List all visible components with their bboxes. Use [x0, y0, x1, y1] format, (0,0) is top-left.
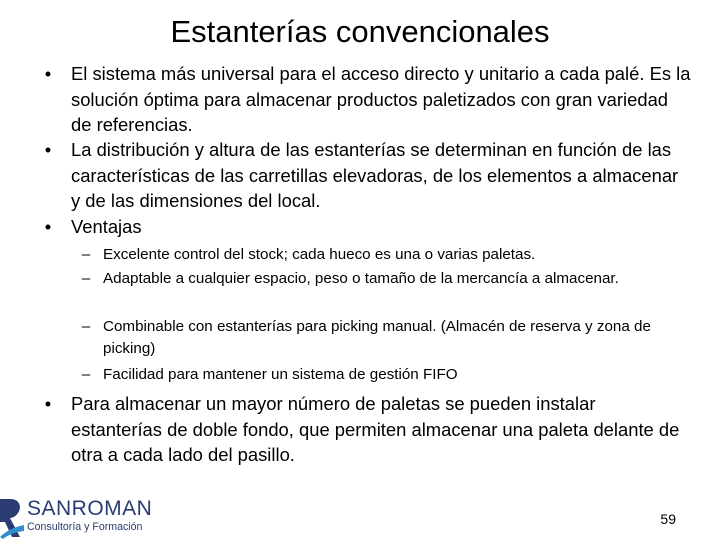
bullet-item-distribution: [44, 137, 691, 214]
logo-tagline: Consultoría y Formación: [27, 521, 143, 533]
bullet-symbol: •: [44, 63, 52, 84]
bullet-symbol: •: [44, 393, 52, 414]
slide-title: Estanterías convencionales: [170, 14, 550, 49]
sub-item-stock-control: [81, 244, 693, 266]
sub-item-text: Facilidad para mantener un sistema de gestión FIFO: [103, 366, 458, 383]
bullet-item-advantages: [44, 214, 691, 240]
sub-item-symbol: –: [81, 366, 91, 383]
sub-item-symbol: –: [81, 318, 91, 335]
sub-item-adaptable: [81, 268, 693, 290]
sub-item-fifo: [81, 364, 693, 386]
page-number: 59: [660, 511, 676, 527]
sub-item-symbol: –: [81, 270, 91, 287]
bullet-item-system: [44, 61, 691, 138]
sub-item-text: Combinable con estanterías para picking manual. (Almacén de reserva y zona de picking): [103, 318, 651, 357]
bullet-text: Ventajas: [71, 216, 142, 237]
bullet-symbol: •: [44, 139, 52, 160]
sub-item-text: Excelente control del stock; cada hueco es una o varias paletas.: [103, 246, 536, 263]
bullet-symbol: •: [44, 216, 52, 237]
sub-item-symbol: –: [81, 246, 91, 263]
sanroman-logo: [0, 494, 160, 540]
r-mark-icon: [0, 497, 26, 541]
bullet-text: La distribución y altura de las estanterías se determinan en función de las características de las carretillas elevadoras, de los elementos a almacenar y de las dimensiones del local.: [71, 139, 679, 211]
sub-item-picking: [81, 316, 693, 359]
bullet-item-double-depth: [44, 391, 691, 468]
bullet-text: El sistema más universal para el acceso directo y unitario a cada palé. Es la solución óptima para almacenar productos paletizados con gran variedad de referencias.: [71, 63, 691, 135]
sub-item-text: Adaptable a cualquier espacio, peso o tamaño de la mercancía a almacenar.: [103, 270, 619, 287]
bullet-text: Para almacenar un mayor número de paletas se pueden instalar estanterías de doble fondo, que permiten almacenar una paleta delante de otra a cada lado del pasillo.: [71, 393, 680, 465]
logo-name: SANROMAN: [27, 497, 153, 520]
